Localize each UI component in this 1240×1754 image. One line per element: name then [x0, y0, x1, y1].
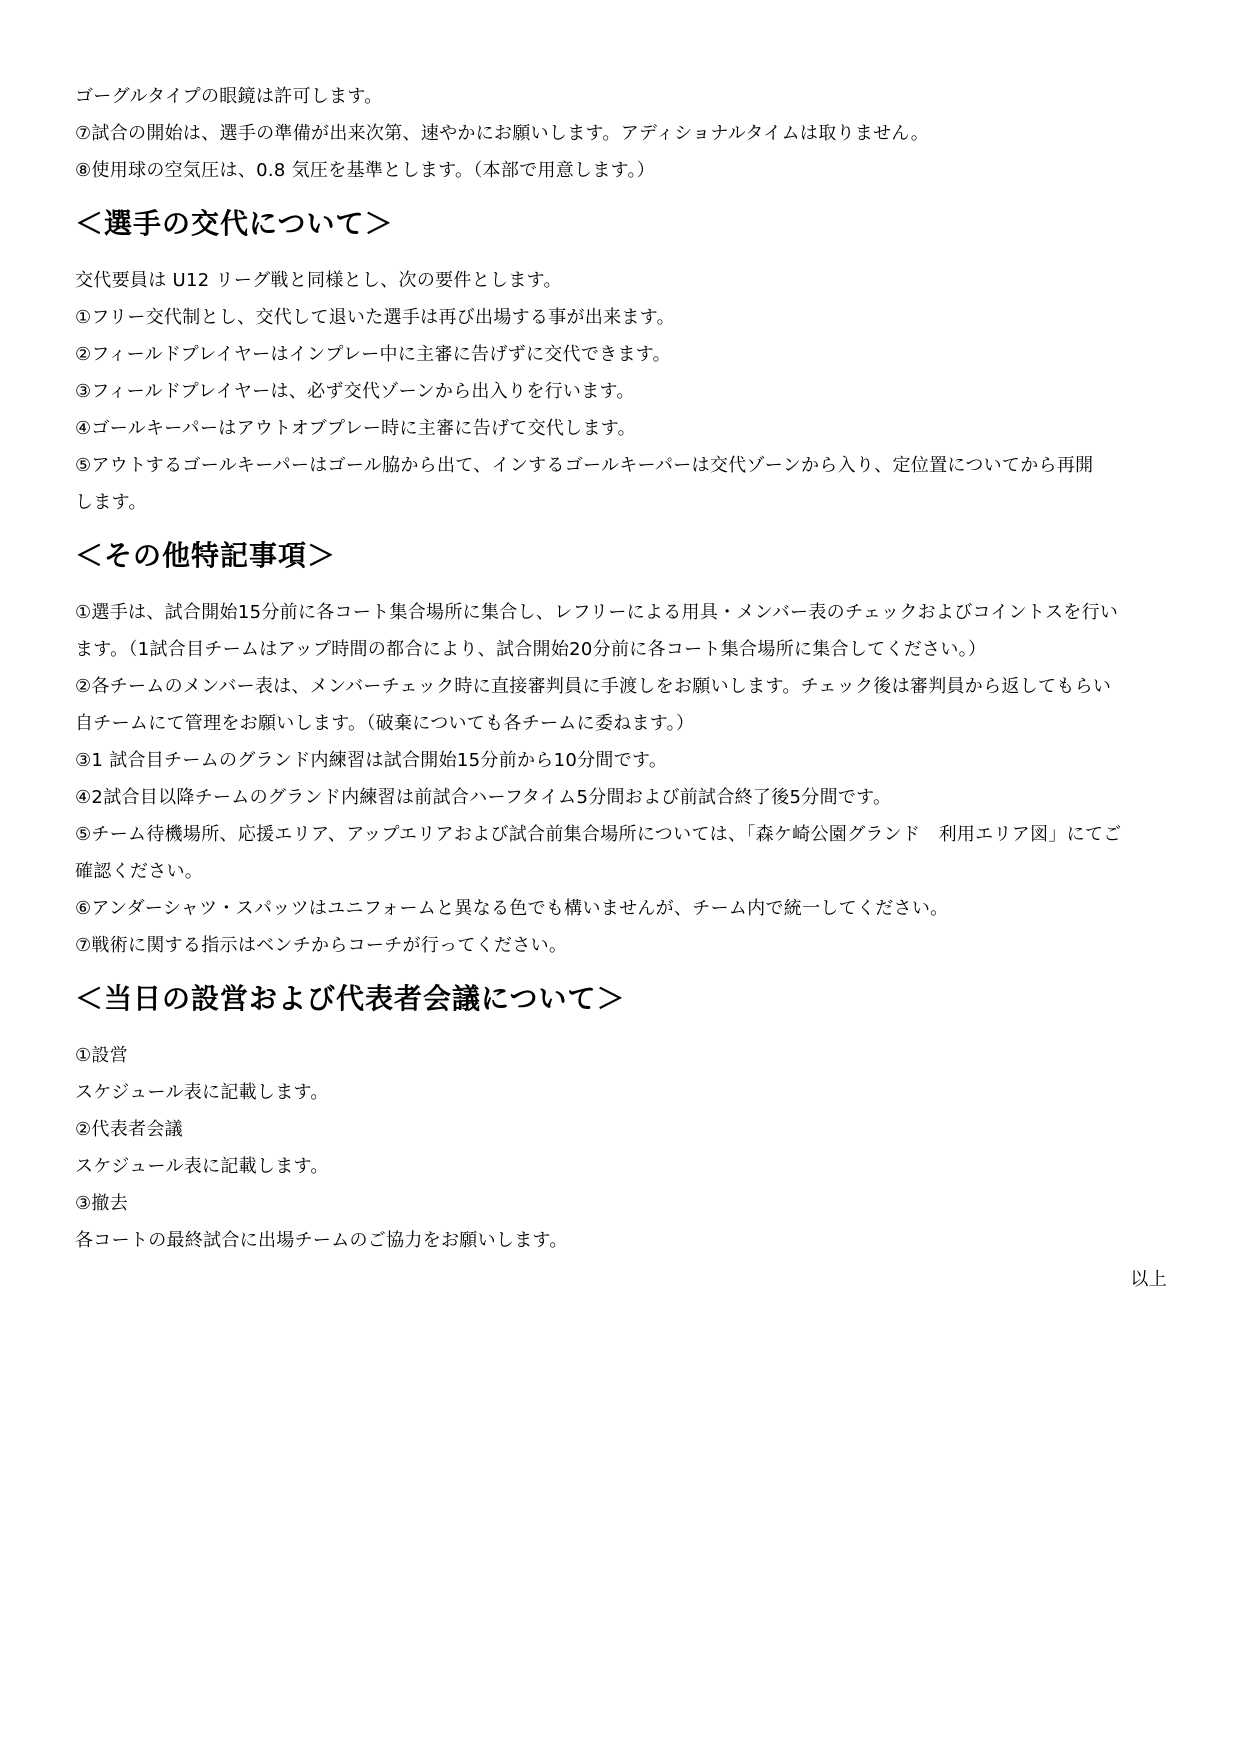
section-line: ②代表者会議: [75, 1119, 183, 1140]
section-line: 確認ください。: [75, 861, 204, 882]
intro-line: ⑧使用球の空気圧は、0.8 気圧を基準とします。（本部で用意します。）: [75, 160, 656, 181]
section-line: ①選手は、試合開始15分前に各コート集合場所に集合し、レフリーによる用具・メンバー表のチェックおよびコイントスを行い: [75, 602, 1119, 623]
section-line: ③1 試合目チームのグランド内練習は試合開始15分前から10分間です。: [75, 750, 668, 771]
section-line: ⑤アウトするゴールキーパーはゴール脇から出て、インするゴールキーパーは交代ゾーンから入り、定位置についてから再開: [75, 455, 1094, 476]
document-body: [75, 78, 1167, 1298]
section-line: スケジュール表に記載します。: [75, 1082, 329, 1103]
section-other: [75, 536, 1167, 964]
section-setup: [75, 979, 1167, 1259]
section-line: ③撤去: [75, 1193, 129, 1214]
section-line: ④2試合目以降チームのグランド内練習は前試合ハーフタイム5分間および前試合終了後5分間です。: [75, 787, 892, 808]
section-line: ②フィールドプレイヤーはインプレー中に主審に告げずに交代できます。: [75, 344, 671, 365]
section-substitution: [75, 204, 1167, 521]
intro-block: [75, 78, 1167, 189]
section-line: 自チームにて管理をお願いします。（破棄についても各チームに委ねます。）: [75, 713, 695, 734]
section-line: スケジュール表に記載します。: [75, 1156, 329, 1177]
section-line: ⑦戦術に関する指示はベンチからコーチが行ってください。: [75, 935, 568, 956]
section-line: 交代要員は U12 リーグ戦と同様とし、次の要件とします。: [75, 270, 562, 291]
section-line: ⑥アンダーシャツ・スパッツはユニフォームと異なる色でも構いませんが、チーム内で統一してください。: [75, 898, 949, 919]
section-heading: ＜選手の交代について＞: [75, 207, 394, 240]
section-line: 各コートの最終試合に出場チームのご協力をお願いします。: [75, 1230, 568, 1251]
section-line: ⑤チーム待機場所、応援エリア、アップエリアおよび試合前集合場所については、「森ケ崎公園グランド 利用エリア図」にてご: [75, 824, 1122, 845]
section-line: ①設営: [75, 1045, 129, 1066]
closing-text: 以上: [1130, 1269, 1167, 1290]
section-line: ①フリー交代制とし、交代して退いた選手は再び出場する事が出来ます。: [75, 307, 675, 328]
intro-line: ゴーグルタイプの眼鏡は許可します。: [75, 86, 383, 107]
section-heading: ＜その他特記事項＞: [75, 539, 337, 572]
intro-line: ⑦試合の開始は、選手の準備が出来次第、速やかにお願いします。アディショナルタイムは取りません。: [75, 123, 930, 144]
section-line: ④ゴールキーパーはアウトオブプレー時に主審に告げて交代します。: [75, 418, 636, 439]
section-line: ②各チームのメンバー表は、メンバーチェック時に直接審判員に手渡しをお願いします。チェック後は審判員から返してもらい: [75, 676, 1112, 697]
section-line: ③フィールドプレイヤーは、必ず交代ゾーンから出入りを行います。: [75, 381, 635, 402]
section-line: します。: [75, 492, 147, 513]
section-heading: ＜当日の設営および代表者会議について＞: [75, 982, 626, 1015]
section-line: ます。（1試合目チームはアップ時間の都合により、試合開始20分前に各コート集合場所に集合してください。）: [75, 639, 987, 660]
